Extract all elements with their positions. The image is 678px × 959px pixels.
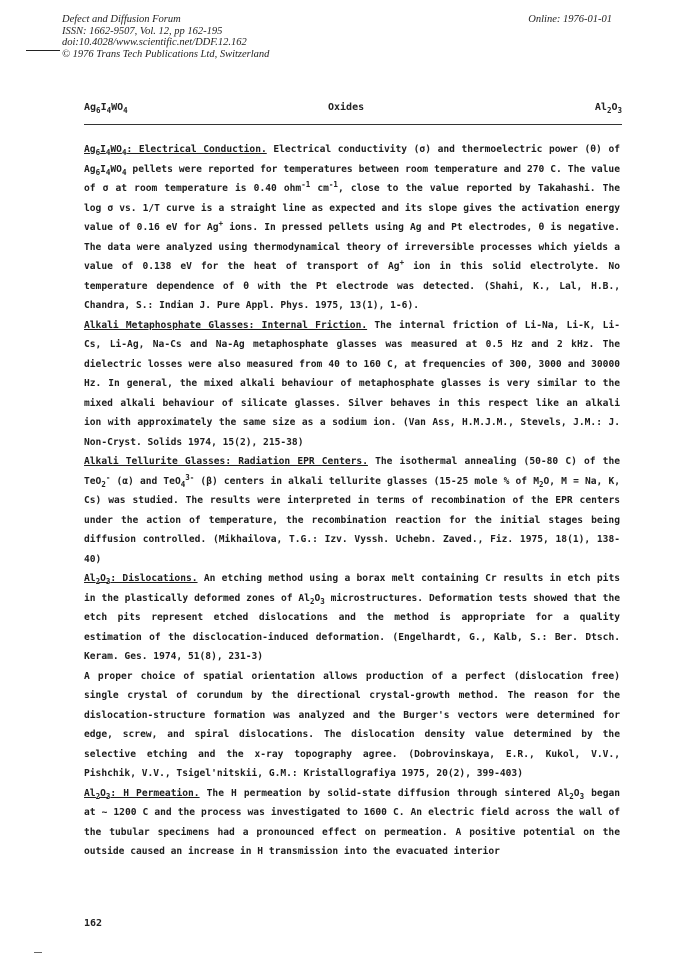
entry-ag6i4wo4: $Ag_6I_4WO_4$: Electrical Conduction. Electrical conductivity (σ) and thermoelectric power (θ) of $Ag_6I_4WO_4$ pellets were reported for temperatures between room temperature and 270 C. The value of σ at room temperature is 0.40 ohm$^{-1}$ $cm^{-1}$, close to the value reported by Takahashi. The log σ vs. 1/T curve is a straight line as expected and its slope gives the activation energy value of 0.16 eV for Ag+ ions. In pressed pellets using Ag and Pt electrodes, θ is negative. The data were analyzed using thermodynamical theory of irreversible processes which yields a value of 0.138 eV for the heat of transport of Ag+ ion in this solid electrolyte. No temperature dependence of θ with the Pt electrode was detected. (Shahi, K., Lal, H.B., Chandra, S.: Indian J. Pure Appl. Phys. 1975, 13(1), 1-6).	[84, 144, 621, 311]
header-rule	[84, 124, 622, 125]
running-head-center: Oxides	[328, 102, 365, 113]
journal-title: Defect and Diffusion Forum	[62, 14, 181, 25]
online-date: Online: 1976-01-01	[528, 14, 612, 25]
page-number: 162	[84, 918, 103, 929]
margin-mark	[34, 952, 42, 953]
journal-copyright: © 1976 Trans Tech Publications Ltd, Switzerland	[62, 48, 270, 60]
entry-title: $Ag_6I_4WO_4$: Electrical Conduction.	[84, 144, 267, 157]
entry-alkali-metaphosphate: Alkali Metaphosphate Glasses: Internal Friction. The internal friction of Li-Na, Li-K, Li-Cs, Li-Ag, Na-Cs and Na-Ag metaphosphate glasses was measured at 0.5 Hz and 2 kHz. The dielectric losses were also measured from 40 to 160 C, at frequencies of 300, 3000 and 30000 Hz. In general, the mixed alkali behaviour of metaphosphate glasses is very similar to the mixed alkali behaviour of silicate glasses. Silver behaves in this respect like an alkali ion with approximately the same size as a sodium ion. (Van Ass, H.M.J.M., Stevels, J.M.: J. Non-Cryst. Solids 1974, 15(2), 215-38)	[84, 319, 620, 448]
entry-al2o3-h-permeation: $Al_2O_3$: H Permeation. The H permeation by solid-state diffusion through sintered $Al_2O_3$ began at ~ 1200 C and the process was investigated to 1600 C. An electric field across the wall of the tubular specimens had a pronounced effect on permeation. A positive potential on the outside caused an increase in H transmission into the evacuated interior	[84, 787, 621, 857]
entry-title: $Al_2O_3$: H Permeation.	[84, 787, 200, 801]
entry-title: $Al_2O_3$: Dislocations.	[84, 573, 198, 586]
entry-title: Alkali Tellurite Glasses: Radiation EPR Centers.	[84, 456, 368, 467]
doi-underline	[26, 50, 60, 51]
running-head	[84, 102, 622, 122]
journal-info	[62, 14, 269, 60]
article-body	[84, 140, 620, 862]
running-head-right: $Al_2O_3$	[594, 102, 622, 115]
entry-title: Alkali Metaphosphate Glasses: Internal Friction.	[84, 319, 368, 331]
entry-alkali-tellurite: Alkali Tellurite Glasses: Radiation EPR Centers. The isothermal annealing (50-80 C) of the TeO$_2$- (α) and TeO$_4^{3-}$ (β) centers in alkali tellurite glasses (15-25 mole % of $M_2O$, M = Na, K, Cs) was studied. The results were interpreted in terms of recombination of the EPR centers under the action of temperature, the recombination reaction for the initial stages being diffusion controlled. (Mikhailova, T.G.: Izv. Vyssh. Uchebn. Zaved., Fiz. 1975, 18(1), 138-40)	[84, 456, 621, 565]
running-head-left: $Ag_6I_4WO_4$	[84, 102, 128, 115]
journal-doi[interactable]: doi:10.4028/www.scientific.net/DDF.12.162	[62, 37, 247, 48]
entry-corundum: A proper choice of spatial orientation allows production of a perfect (dislocation free) single crystal of corundum by the directional crystal-growth method. The reason for the dislocation-structure formation was analyzed and the Burger's vectors were determined for edge, screw, and spiral dislocations. The dislocation density value determined by the selective etching and the x-ray topography agree. (Dobrovinskaya, E.R., Kukol, V.V., Pishchik, V.V., Tsigel'nitskii, G.M.: Kristallografiya 1975, 20(2), 399-403)	[84, 670, 620, 779]
journal-issn: ISSN: 1662-9507, Vol. 12, pp 162-195	[62, 25, 223, 37]
entry-al2o3-dislocations: $Al_2O_3$: Dislocations. An etching method using a borax melt containing Cr results in etch pits in the plastically deformed zones of $Al_2O_3$ microstructures. Deformation tests showed that the etch pits represent etched dislocations and the method is appropriate for a quality estimation of the disclocation-induced deformation. (Engelhardt, G., Kalb, S.: Ber. Dtsch. Keram. Ges. 1974, 51(8), 231-3)	[84, 573, 620, 662]
